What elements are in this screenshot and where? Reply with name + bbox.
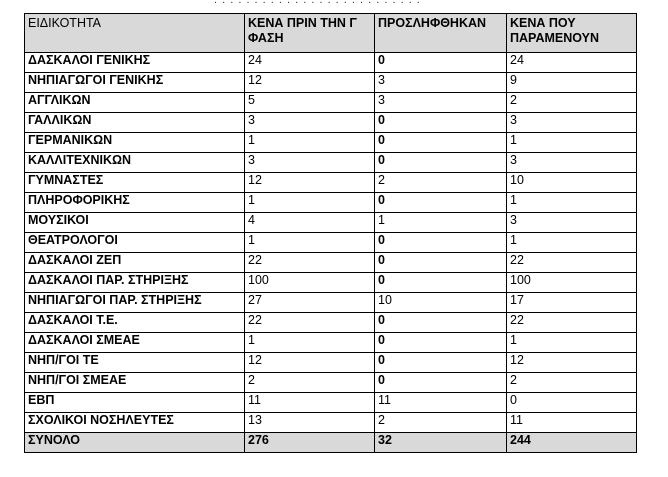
cell-remaining: 3 [507,213,637,233]
table-row [25,333,637,353]
cell-remaining: 11 [507,413,637,433]
table-row [25,413,637,433]
cell-specialty: ΑΓΓΛΙΚΩΝ [25,93,245,113]
cell-specialty: ΣΧΟΛΙΚΟΙ ΝΟΣΗΛΕΥΤΕΣ [25,413,245,433]
total-hired: 32 [375,433,507,453]
table-row [25,173,637,193]
cell-remaining: 22 [507,313,637,333]
cell-hired: 11 [375,393,507,413]
total-before: 276 [245,433,375,453]
cell-hired: 0 [375,333,507,353]
cell-remaining: 0 [507,393,637,413]
cell-remaining: 17 [507,293,637,313]
table-row [25,133,637,153]
table-row [25,313,637,333]
table-row [25,293,637,313]
cell-hired: 0 [375,253,507,273]
cell-hired: 0 [375,273,507,293]
cell-vacancies-before: 1 [245,133,375,153]
total-label: ΣΥΝΟΛΟ [25,433,245,453]
cell-remaining: 2 [507,373,637,393]
table-row [25,153,637,173]
cell-remaining: 22 [507,253,637,273]
cell-specialty: ΓΕΡΜΑΝΙΚΩΝ [25,133,245,153]
cell-specialty: ΠΛΗΡΟΦΟΡΙΚΗΣ [25,193,245,213]
cell-hired: 0 [375,373,507,393]
cell-remaining: 1 [507,133,637,153]
header-vacancies-before: ΚΕΝΑ ΠΡΙΝ ΤΗΝ Γ ΦΑΣΗ [245,14,375,53]
cell-hired: 2 [375,413,507,433]
cell-vacancies-before: 22 [245,313,375,333]
cell-specialty: ΓΥΜΝΑΣΤΕΣ [25,173,245,193]
table-row [25,193,637,213]
cell-hired: 2 [375,173,507,193]
cell-remaining: 9 [507,73,637,93]
total-remaining: 244 [507,433,637,453]
table-row [25,73,637,93]
table-row [25,233,637,253]
cell-remaining: 10 [507,173,637,193]
cell-hired: 3 [375,73,507,93]
cell-specialty: ΔΑΣΚΑΛΟΙ ΣΜΕΑΕ [25,333,245,353]
cell-vacancies-before: 4 [245,213,375,233]
table-row [25,373,637,393]
header-remaining: ΚΕΝΑ ΠΟΥ ΠΑΡΑΜΕΝΟΥΝ [507,14,637,53]
table-body [25,53,637,433]
table-row [25,213,637,233]
cell-hired: 1 [375,213,507,233]
cell-hired: 10 [375,293,507,313]
cell-vacancies-before: 12 [245,173,375,193]
cell-remaining: 3 [507,113,637,133]
table-row [25,253,637,273]
table-row [25,93,637,113]
cell-hired: 0 [375,153,507,173]
cell-specialty: ΜΟΥΣΙΚΟΙ [25,213,245,233]
cell-remaining: 1 [507,233,637,253]
header-hired: ΠΡΟΣΛΗΦΘΗΚΑΝ [375,14,507,53]
header-specialty: ΕΙΔΙΚΟΤΗΤΑ [25,14,245,53]
cell-remaining: 100 [507,273,637,293]
cell-specialty: ΚΑΛΛΙΤΕΧΝΙΚΩΝ [25,153,245,173]
cell-specialty: ΔΑΣΚΑΛΟΙ ΓΕΝΙΚΗΣ [25,53,245,73]
cell-vacancies-before: 100 [245,273,375,293]
cell-hired: 3 [375,93,507,113]
total-row [25,433,637,453]
cell-hired: 0 [375,53,507,73]
cell-remaining: 24 [507,53,637,73]
cell-remaining: 12 [507,353,637,373]
cell-specialty: ΔΑΣΚΑΛΟΙ ΖΕΠ [25,253,245,273]
cell-vacancies-before: 1 [245,333,375,353]
cell-hired: 0 [375,233,507,253]
cell-remaining: 3 [507,153,637,173]
cell-vacancies-before: 12 [245,73,375,93]
cell-remaining: 1 [507,333,637,353]
cell-remaining: 2 [507,93,637,113]
cell-specialty: ΔΑΣΚΑΛΟΙ Τ.Ε. [25,313,245,333]
cell-specialty: ΔΑΣΚΑΛΟΙ ΠΑΡ. ΣΤΗΡΙΞΗΣ [25,273,245,293]
cell-vacancies-before: 5 [245,93,375,113]
cell-vacancies-before: 13 [245,413,375,433]
cell-vacancies-before: 12 [245,353,375,373]
cell-specialty: ΝΗΠ/ΓΟΙ ΤΕ [25,353,245,373]
cell-vacancies-before: 1 [245,233,375,253]
cell-specialty: ΘΕΑΤΡΟΛΟΓΟΙ [25,233,245,253]
cell-remaining: 1 [507,193,637,213]
cell-vacancies-before: 2 [245,373,375,393]
cell-vacancies-before: 3 [245,153,375,173]
cell-specialty: ΝΗΠΙΑΓΩΓΟΙ ΓΕΝΙΚΗΣ [25,73,245,93]
cell-hired: 0 [375,133,507,153]
cell-vacancies-before: 22 [245,253,375,273]
cell-hired: 0 [375,353,507,373]
table-row [25,53,637,73]
cell-vacancies-before: 3 [245,113,375,133]
cell-hired: 0 [375,193,507,213]
cell-vacancies-before: 24 [245,53,375,73]
table-row [25,273,637,293]
cell-vacancies-before: 1 [245,193,375,213]
table-row [25,113,637,133]
cell-hired: 0 [375,113,507,133]
cell-specialty: ΝΗΠ/ΓΟΙ ΣΜΕΑΕ [25,373,245,393]
cell-vacancies-before: 11 [245,393,375,413]
cell-hired: 0 [375,313,507,333]
vacancies-table [24,13,637,453]
cell-specialty: ΕΒΠ [25,393,245,413]
table-row [25,393,637,413]
table-row [25,353,637,373]
cropped-text-fragment: . . . . . . . . . . . . . . . . . . . . . . . . . . [214,0,421,6]
cell-vacancies-before: 27 [245,293,375,313]
cell-specialty: ΓΑΛΛΙΚΩΝ [25,113,245,133]
cell-specialty: ΝΗΠΙΑΓΩΓΟΙ ΠΑΡ. ΣΤΗΡΙΞΗΣ [25,293,245,313]
table-header-row [25,14,637,53]
